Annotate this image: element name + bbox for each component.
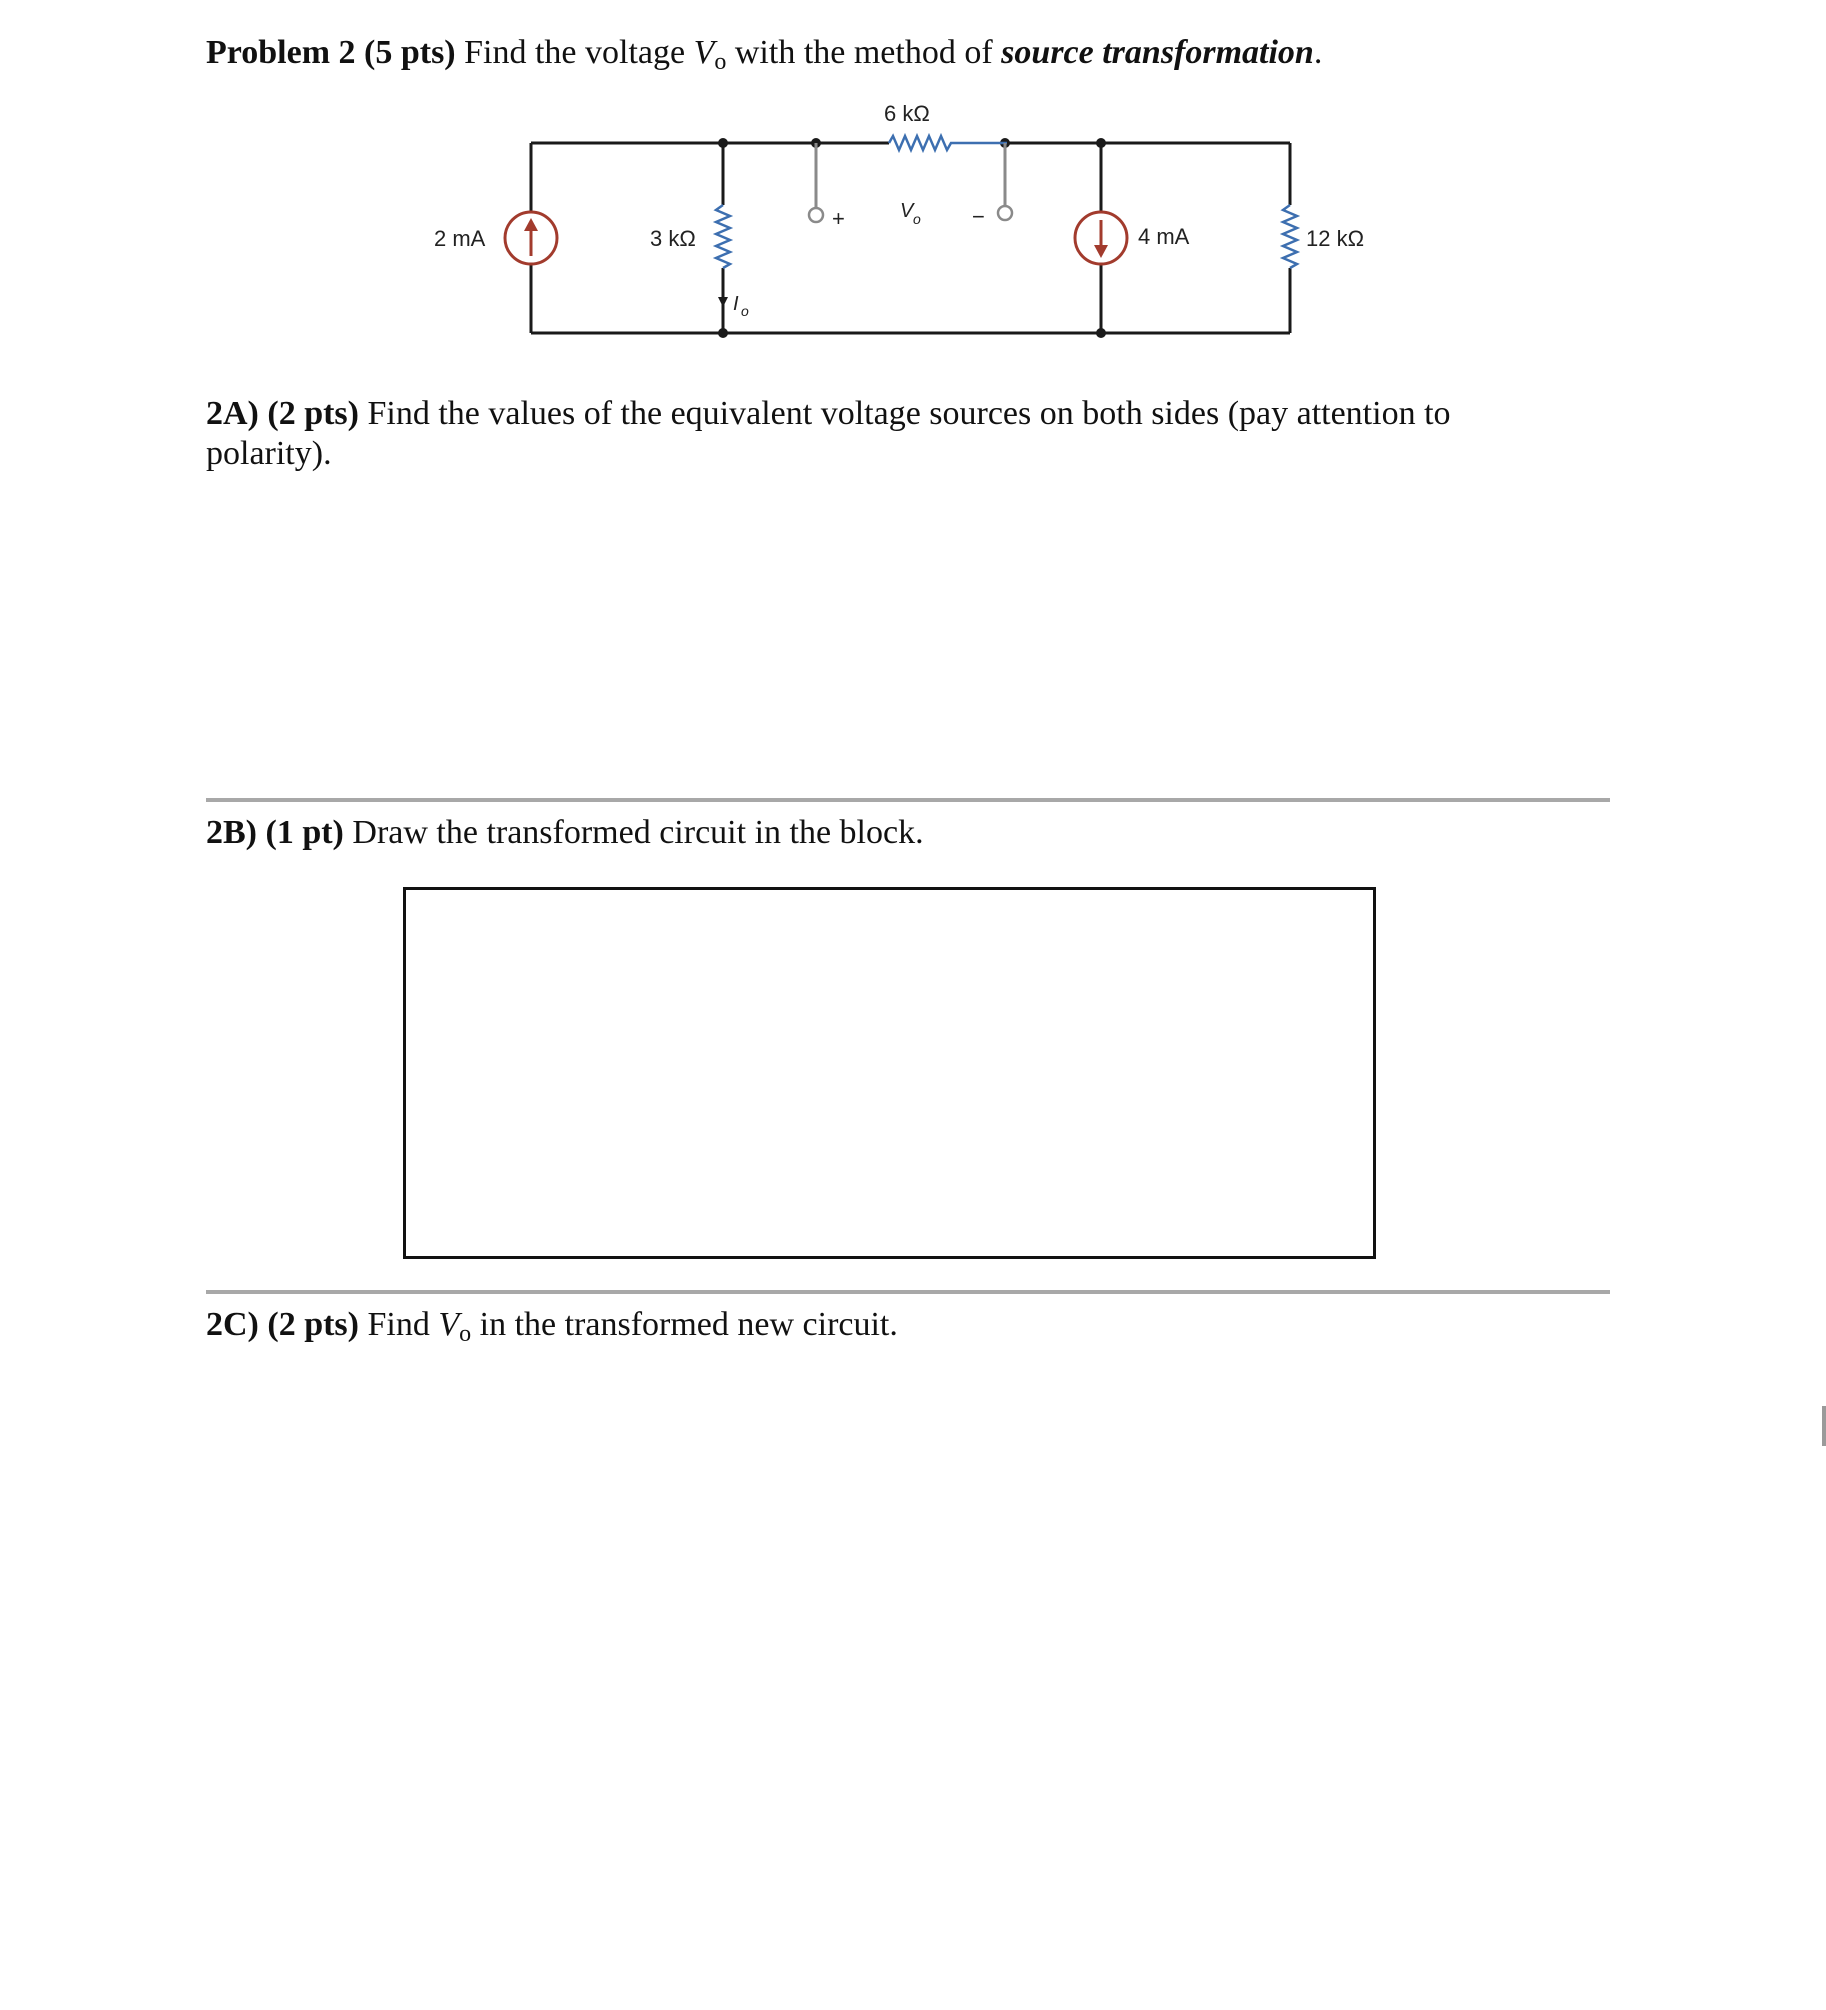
divider [206, 1290, 1610, 1294]
resistor-3k-zigzag [716, 205, 730, 268]
current-source-2ma [505, 212, 557, 264]
circuit-nodes [718, 138, 1106, 338]
terminal-plus [809, 208, 823, 222]
q2c-heading: 2C) (2 pts) [206, 1306, 359, 1343]
node-dot [718, 138, 728, 148]
circuit-diagram [0, 0, 1826, 360]
problem-text-end: . [1313, 34, 1323, 71]
vo-subscript: o [714, 49, 727, 75]
label-io-sub: o [741, 303, 749, 319]
q2a-text-line2: polarity). [206, 435, 332, 472]
node-dot [1096, 138, 1106, 148]
label-vo-sub: o [913, 211, 921, 227]
q2c-vo-variable: V [438, 1306, 460, 1343]
scrollbar-edge[interactable] [1822, 1406, 1826, 1446]
question-2a [206, 394, 1451, 434]
q2c-text-before: Find [358, 1306, 439, 1343]
label-3k: 3 kΩ [650, 226, 696, 251]
q2a-continuation [206, 434, 332, 474]
q2c-vo-subscript: o [459, 1321, 472, 1347]
resistor-12k-zigzag [1283, 205, 1297, 268]
label-2ma: 2 mA [434, 226, 486, 251]
minus-sign: − [972, 204, 985, 229]
node-dot [1096, 328, 1106, 338]
question-2b [206, 813, 924, 853]
resistor-6k-zigzag [889, 136, 1007, 150]
problem-text-before: Find the voltage [455, 34, 694, 71]
label-4ma: 4 mA [1138, 224, 1190, 249]
method-name: source transformation [1001, 34, 1314, 71]
problem-heading: Problem 2 (5 pts) [206, 34, 456, 71]
divider [206, 798, 1610, 802]
label-io: I [733, 293, 739, 315]
label-6k: 6 kΩ [884, 101, 930, 126]
terminal-minus [998, 206, 1012, 220]
q2c-text-after: in the transformed new circuit. [471, 1306, 898, 1343]
q2b-text: Draw the transformed circuit in the block. [343, 814, 924, 851]
label-12k: 12 kΩ [1306, 226, 1365, 251]
io-arrow-icon [718, 297, 728, 307]
vo-variable: V [693, 34, 715, 71]
question-2c [206, 1305, 898, 1354]
q2b-heading: 2B) (1 pt) [206, 814, 344, 851]
q2a-text-line1: Find the values of the equivalent voltage sources on both sides (pay attention to [358, 395, 1451, 432]
drawing-block[interactable] [403, 887, 1376, 1259]
node-dot [718, 328, 728, 338]
plus-sign: + [832, 206, 845, 231]
label-vo: V [900, 200, 914, 222]
current-source-4ma [1075, 212, 1127, 264]
q2a-heading: 2A) (2 pts) [206, 395, 359, 432]
problem-text-middle: with the method of [726, 34, 1002, 71]
